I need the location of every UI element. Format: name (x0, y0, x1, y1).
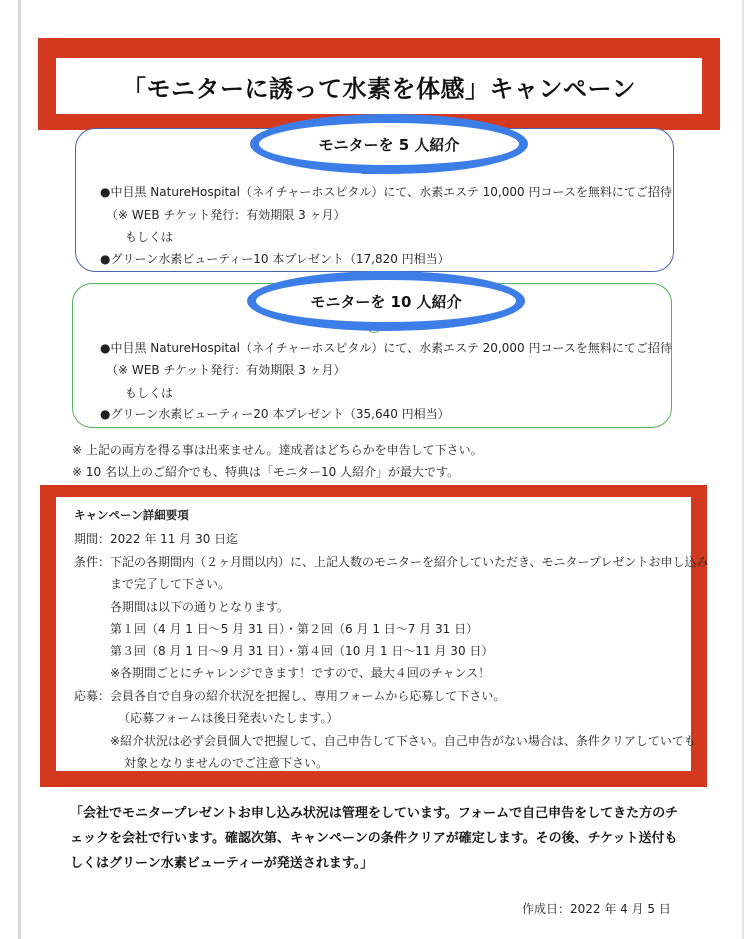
plan-10-line3: もしくは (125, 386, 174, 400)
details-apply4: 対象となりませんのでご注意下さい。 (124, 756, 329, 770)
details-challenge: ※各期間ごとにチャレンジできます！ですので、最大４回のチャンス！ (110, 666, 491, 680)
summary-line3: しくはグリーン水素ビューティーが発送されます。」 (70, 856, 374, 871)
plan-5-oval (250, 114, 528, 174)
details-apply1: 応募：会員各自で自身の紹介状況を把握し、専用フォームから応募して下さい。 (74, 689, 506, 703)
title-box (56, 58, 702, 114)
details-title: キャンペーン詳細要項 (74, 508, 189, 522)
plan-5-heading: モニターを 5 人紹介 (318, 135, 460, 154)
created-date: 作成日：2022 年 4 月 5 日 (522, 902, 671, 916)
plan-5-line2: （※ WEB チケット発行：有効期限 3 ヶ月） (106, 208, 346, 222)
details-apply2: （応募フォームは後日発表いたします。） (118, 711, 339, 725)
page-edge-right (742, 0, 744, 939)
plan-10-line1: ●中目黒 NatureHospital（ネイチャーホスピタル）にて、水素エステ 20,000 円コースを無料にてご招待 (100, 341, 672, 355)
details-period: 期間：2022 年 11 月 30 日迄 (74, 532, 239, 546)
page-edge-left (18, 0, 21, 939)
plan-5-line3: もしくは (125, 230, 174, 244)
details-cond2: まで完了して下さい。 (110, 577, 231, 591)
summary-line1: 「会社でモニタープレゼントお申し込み状況は管理をしています。フォームで自己申告をしてきた方のチ (70, 806, 679, 821)
plan-5-line1: ●中目黒 NatureHospital（ネイチャーホスピタル）にて、水素エステ 10,000 円コースを無料にてご招待 (100, 185, 672, 199)
page-title: 「モニターに誘って水素を体感」キャンペーン (121, 74, 637, 103)
plan-10-oval (247, 271, 525, 331)
plan-10-line4: ●グリーン水素ビューティー20 本プレゼント（35,640 円相当） (100, 407, 450, 421)
plan-10-heading: モニターを 10 人紹介 (310, 292, 462, 311)
details-cond1: 条件：下記の各期間内（２ヶ月間以内）に、上記人数のモニターを紹介していただき、モニタープレゼントお申し込み (74, 555, 709, 569)
summary-line2: ェックを会社で行います。確認次第、キャンペーンの条件クリアが確定します。その後、チケット送付も (70, 831, 678, 846)
note-2: ※ 10 名以上のご紹介でも、特典は「モニター10 人紹介」が最大です。 (72, 465, 460, 479)
details-cond3: 各期間は以下の通りとなります。 (110, 600, 290, 614)
details-round12: 第１回（4 月 1 日～5 月 31 日）・第２回（6 月 1 日～7 月 31 日） (110, 622, 479, 636)
note-1: ※ 上記の両方を得る事は出来ません。達成者はどちらかを申告して下さい。 (72, 443, 483, 457)
details-apply3: ※紹介状況は必ず会員個人で把握して、自己申告して下さい。自己申告がない場合は、条件クリアしていても (110, 734, 696, 748)
plan-5-line4: ●グリーン水素ビューティー10 本プレゼント（17,820 円相当） (100, 252, 450, 266)
details-round34: 第３回（8 月 1 日～9 月 31 日）・第４回（10 月 1 日～11 月 30 日） (110, 644, 494, 658)
plan-10-line2: （※ WEB チケット発行：有効期限 3 ヶ月） (106, 363, 346, 377)
